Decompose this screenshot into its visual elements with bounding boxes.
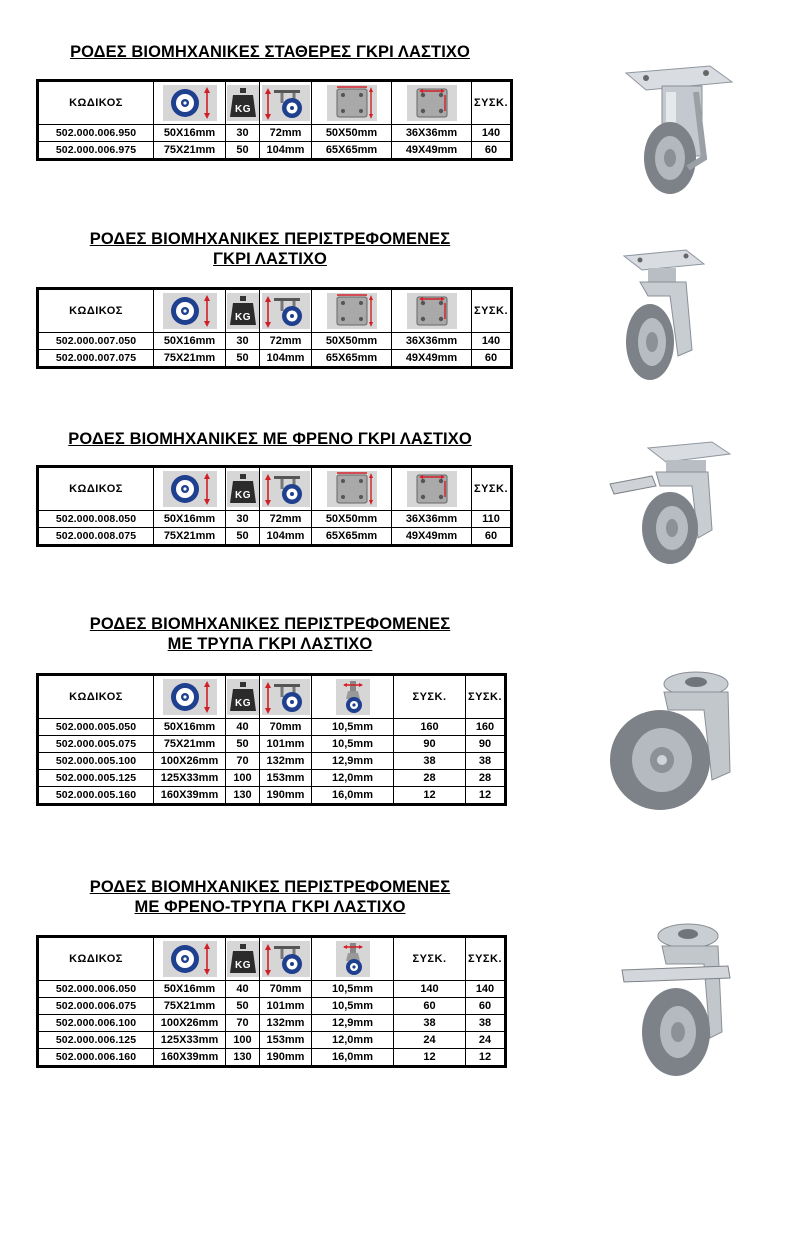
product-code-cell: 502.000.005.075	[38, 736, 154, 753]
product-code-cell: 502.000.006.950	[38, 125, 154, 142]
spec-cell: 101mm	[260, 736, 312, 753]
height-icon	[260, 937, 312, 981]
spec-cell: 50	[226, 998, 260, 1015]
spec-cell: 10,5mm	[312, 719, 394, 736]
spec-cell: 75X21mm	[154, 528, 226, 546]
bolt-spacing-icon	[392, 467, 472, 511]
svg-text:KG: KG	[234, 490, 251, 501]
bolt-hole-caster-photo	[604, 664, 740, 812]
product-code-cell: 502.000.005.100	[38, 753, 154, 770]
header-code: ΚΩΔΙΚΟΣ	[38, 81, 154, 125]
section-title-line: ΓΚΡΙ ΛΑΣΤΙΧΟ	[213, 250, 327, 268]
product-code-cell: 502.000.006.075	[38, 998, 154, 1015]
product-code-cell: 502.000.006.160	[38, 1049, 154, 1067]
spec-cell: 130	[226, 787, 260, 805]
spec-cell: 100X26mm	[154, 753, 226, 770]
wheel-diameter-icon	[154, 675, 226, 719]
table-row	[38, 1032, 506, 1049]
spec-cell: 65X65mm	[312, 142, 392, 160]
spec-cell: 90	[466, 736, 506, 753]
spec-cell: 125X33mm	[154, 770, 226, 787]
load-kg-icon	[226, 467, 260, 511]
spec-cell: 12	[394, 787, 466, 805]
product-code-cell: 502.000.007.050	[38, 333, 154, 350]
spec-table	[36, 287, 513, 369]
table-row	[38, 736, 506, 753]
table-row	[38, 719, 506, 736]
spec-cell: 50X16mm	[154, 981, 226, 998]
table-row	[38, 511, 512, 528]
spec-cell: 75X21mm	[154, 736, 226, 753]
table-row	[38, 528, 512, 546]
table-row	[38, 981, 506, 998]
spec-cell: 36X36mm	[392, 333, 472, 350]
spec-cell: 28	[394, 770, 466, 787]
spec-cell: 40	[226, 719, 260, 736]
spec-cell: 60	[472, 350, 512, 368]
product-code-cell: 502.000.006.100	[38, 1015, 154, 1032]
spec-cell: 104mm	[260, 528, 312, 546]
spec-cell: 12,9mm	[312, 753, 394, 770]
spec-cell: 36X36mm	[392, 511, 472, 528]
product-code-cell: 502.000.008.050	[38, 511, 154, 528]
header-code: ΚΩΔΙΚΟΣ	[38, 675, 154, 719]
brake-caster-photo	[608, 436, 742, 570]
bolt-spacing-icon	[392, 81, 472, 125]
table-row	[38, 787, 506, 805]
spec-cell: 140	[472, 125, 512, 142]
spec-cell: 100	[226, 1032, 260, 1049]
section-title-line: ΜΕ ΦΡΕΝΟ-ΤΡΥΠΑ ΓΚΡΙ ΛΑΣΤΙΧΟ	[134, 898, 406, 916]
spec-cell: 50X16mm	[154, 125, 226, 142]
section-title	[36, 877, 504, 917]
bolt-hole-brake-caster-photo	[618, 920, 740, 1080]
spec-cell: 10,5mm	[312, 981, 394, 998]
spec-cell: 36X36mm	[392, 125, 472, 142]
bolt-spacing-icon	[392, 289, 472, 333]
wheel-diameter-icon	[154, 937, 226, 981]
spec-cell: 50X50mm	[312, 511, 392, 528]
spec-cell: 10,5mm	[312, 998, 394, 1015]
spec-cell: 190mm	[260, 787, 312, 805]
spec-cell: 38	[394, 753, 466, 770]
header-pack: ΣΥΣΚ.	[472, 289, 512, 333]
spec-cell: 60	[394, 998, 466, 1015]
wheel-diameter-icon	[154, 467, 226, 511]
spec-cell: 38	[466, 753, 506, 770]
spec-cell: 60	[472, 528, 512, 546]
header-code: ΚΩΔΙΚΟΣ	[38, 289, 154, 333]
table-row	[38, 1015, 506, 1032]
spec-cell: 110	[472, 511, 512, 528]
spec-cell: 140	[466, 981, 506, 998]
spec-cell: 160	[466, 719, 506, 736]
spec-cell: 132mm	[260, 1015, 312, 1032]
hole-diameter-icon	[312, 675, 394, 719]
spec-cell: 30	[226, 333, 260, 350]
section-title-line: ΡΟΔΕΣ ΒΙΟΜΗΧΑΝΙΚΕΣ ΠΕΡΙΣΤΡΕΦΟΜΕΝΕΣ	[89, 615, 451, 633]
spec-cell: 153mm	[260, 770, 312, 787]
header-pack-2: ΣΥΣΚ.	[466, 675, 506, 719]
spec-cell: 12,0mm	[312, 770, 394, 787]
spec-cell: 132mm	[260, 753, 312, 770]
spec-cell: 30	[226, 511, 260, 528]
section-title-line: ΡΟΔΕΣ ΒΙΟΜΗΧΑΝΙΚΕΣ ΣΤΑΘΕΡΕΣ ΓΚΡΙ ΛΑΣΤΙΧΟ	[70, 43, 470, 61]
spec-cell: 153mm	[260, 1032, 312, 1049]
height-icon	[260, 675, 312, 719]
spec-cell: 28	[466, 770, 506, 787]
header-pack: ΣΥΣΚ.	[472, 81, 512, 125]
spec-cell: 75X21mm	[154, 998, 226, 1015]
spec-cell: 65X65mm	[312, 350, 392, 368]
plate-size-icon	[312, 289, 392, 333]
product-code-cell: 502.000.006.125	[38, 1032, 154, 1049]
spec-cell: 72mm	[260, 511, 312, 528]
spec-cell: 90	[394, 736, 466, 753]
height-icon	[260, 81, 312, 125]
spec-table	[36, 465, 513, 547]
hole-diameter-icon	[312, 937, 394, 981]
spec-cell: 50X16mm	[154, 719, 226, 736]
spec-cell: 75X21mm	[154, 350, 226, 368]
spec-cell: 24	[394, 1032, 466, 1049]
spec-cell: 160X39mm	[154, 1049, 226, 1067]
wheel-diameter-icon	[154, 289, 226, 333]
table-row	[38, 998, 506, 1015]
spec-cell: 70	[226, 1015, 260, 1032]
spec-cell: 49X49mm	[392, 350, 472, 368]
spec-cell: 50X50mm	[312, 333, 392, 350]
product-code-cell: 502.000.005.125	[38, 770, 154, 787]
header-pack: ΣΥΣΚ.	[472, 467, 512, 511]
section-title-line: ΜΕ ΤΡΥΠΑ ΓΚΡΙ ΛΑΣΤΙΧΟ	[167, 635, 373, 653]
spec-cell: 49X49mm	[392, 142, 472, 160]
header-code: ΚΩΔΙΚΟΣ	[38, 467, 154, 511]
section-title	[36, 229, 504, 269]
product-code-cell: 502.000.006.975	[38, 142, 154, 160]
svg-text:KG: KG	[234, 312, 251, 323]
spec-rows	[38, 511, 512, 546]
spec-table	[36, 79, 513, 161]
spec-cell: 140	[472, 333, 512, 350]
section-title	[36, 42, 504, 62]
spec-cell: 12	[466, 1049, 506, 1067]
wheel-diameter-icon	[154, 81, 226, 125]
spec-cell: 12,0mm	[312, 1032, 394, 1049]
table-row	[38, 770, 506, 787]
spec-table	[36, 935, 507, 1068]
spec-cell: 49X49mm	[392, 528, 472, 546]
spec-cell: 72mm	[260, 333, 312, 350]
load-kg-icon	[226, 289, 260, 333]
spec-cell: 24	[466, 1032, 506, 1049]
product-code-cell: 502.000.007.075	[38, 350, 154, 368]
spec-cell: 12	[466, 787, 506, 805]
svg-text:KG: KG	[234, 104, 251, 115]
spec-cell: 12,9mm	[312, 1015, 394, 1032]
product-code-cell: 502.000.006.050	[38, 981, 154, 998]
spec-cell: 50	[226, 142, 260, 160]
spec-cell: 50X16mm	[154, 511, 226, 528]
spec-cell: 104mm	[260, 142, 312, 160]
table-row	[38, 753, 506, 770]
plate-size-icon	[312, 467, 392, 511]
header-pack-1: ΣΥΣΚ.	[394, 675, 466, 719]
plate-size-icon	[312, 81, 392, 125]
spec-cell: 104mm	[260, 350, 312, 368]
table-row	[38, 333, 512, 350]
spec-rows	[38, 125, 512, 160]
table-row	[38, 142, 512, 160]
spec-cell: 60	[472, 142, 512, 160]
table-row	[38, 1049, 506, 1067]
load-kg-icon	[226, 937, 260, 981]
spec-cell: 65X65mm	[312, 528, 392, 546]
fixed-caster-photo	[606, 58, 746, 200]
svg-text:KG: KG	[234, 960, 251, 971]
height-icon	[260, 467, 312, 511]
section-title-line: ΡΟΔΕΣ ΒΙΟΜΗΧΑΝΙΚΕΣ ΠΕΡΙΣΤΡΕΦΟΜΕΝΕΣ	[89, 230, 451, 248]
spec-cell: 160	[394, 719, 466, 736]
spec-cell: 16,0mm	[312, 787, 394, 805]
spec-rows	[38, 719, 506, 805]
spec-cell: 125X33mm	[154, 1032, 226, 1049]
spec-cell: 40	[226, 981, 260, 998]
spec-cell: 50	[226, 528, 260, 546]
spec-cell: 16,0mm	[312, 1049, 394, 1067]
spec-rows	[38, 981, 506, 1067]
spec-cell: 75X21mm	[154, 142, 226, 160]
spec-cell: 130	[226, 1049, 260, 1067]
spec-cell: 50X50mm	[312, 125, 392, 142]
header-pack-2: ΣΥΣΚ.	[466, 937, 506, 981]
spec-cell: 70mm	[260, 981, 312, 998]
height-icon	[260, 289, 312, 333]
spec-cell: 30	[226, 125, 260, 142]
spec-cell: 100X26mm	[154, 1015, 226, 1032]
spec-cell: 72mm	[260, 125, 312, 142]
table-row	[38, 350, 512, 368]
section-title	[36, 429, 504, 449]
spec-rows	[38, 333, 512, 368]
product-code-cell: 502.000.008.075	[38, 528, 154, 546]
load-kg-icon	[226, 81, 260, 125]
spec-cell: 50	[226, 350, 260, 368]
spec-cell: 38	[394, 1015, 466, 1032]
spec-cell: 38	[466, 1015, 506, 1032]
header-code: ΚΩΔΙΚΟΣ	[38, 937, 154, 981]
section-title-line: ΡΟΔΕΣ ΒΙΟΜΗΧΑΝΙΚΕΣ ΜΕ ΦΡΕΝΟ ΓΚΡΙ ΛΑΣΤΙΧΟ	[68, 430, 472, 448]
svg-text:KG: KG	[234, 698, 251, 709]
spec-cell: 60	[466, 998, 506, 1015]
spec-cell: 50X16mm	[154, 333, 226, 350]
load-kg-icon	[226, 675, 260, 719]
spec-cell: 70mm	[260, 719, 312, 736]
spec-cell: 101mm	[260, 998, 312, 1015]
swivel-caster-photo	[610, 246, 710, 386]
spec-cell: 50	[226, 736, 260, 753]
spec-cell: 10,5mm	[312, 736, 394, 753]
product-code-cell: 502.000.005.050	[38, 719, 154, 736]
section-title	[36, 614, 504, 654]
product-code-cell: 502.000.005.160	[38, 787, 154, 805]
spec-cell: 100	[226, 770, 260, 787]
spec-cell: 140	[394, 981, 466, 998]
spec-cell: 70	[226, 753, 260, 770]
header-pack-1: ΣΥΣΚ.	[394, 937, 466, 981]
table-row	[38, 125, 512, 142]
spec-cell: 12	[394, 1049, 466, 1067]
spec-table	[36, 673, 507, 806]
spec-cell: 160X39mm	[154, 787, 226, 805]
spec-cell: 190mm	[260, 1049, 312, 1067]
section-title-line: ΡΟΔΕΣ ΒΙΟΜΗΧΑΝΙΚΕΣ ΠΕΡΙΣΤΡΕΦΟΜΕΝΕΣ	[89, 878, 451, 896]
